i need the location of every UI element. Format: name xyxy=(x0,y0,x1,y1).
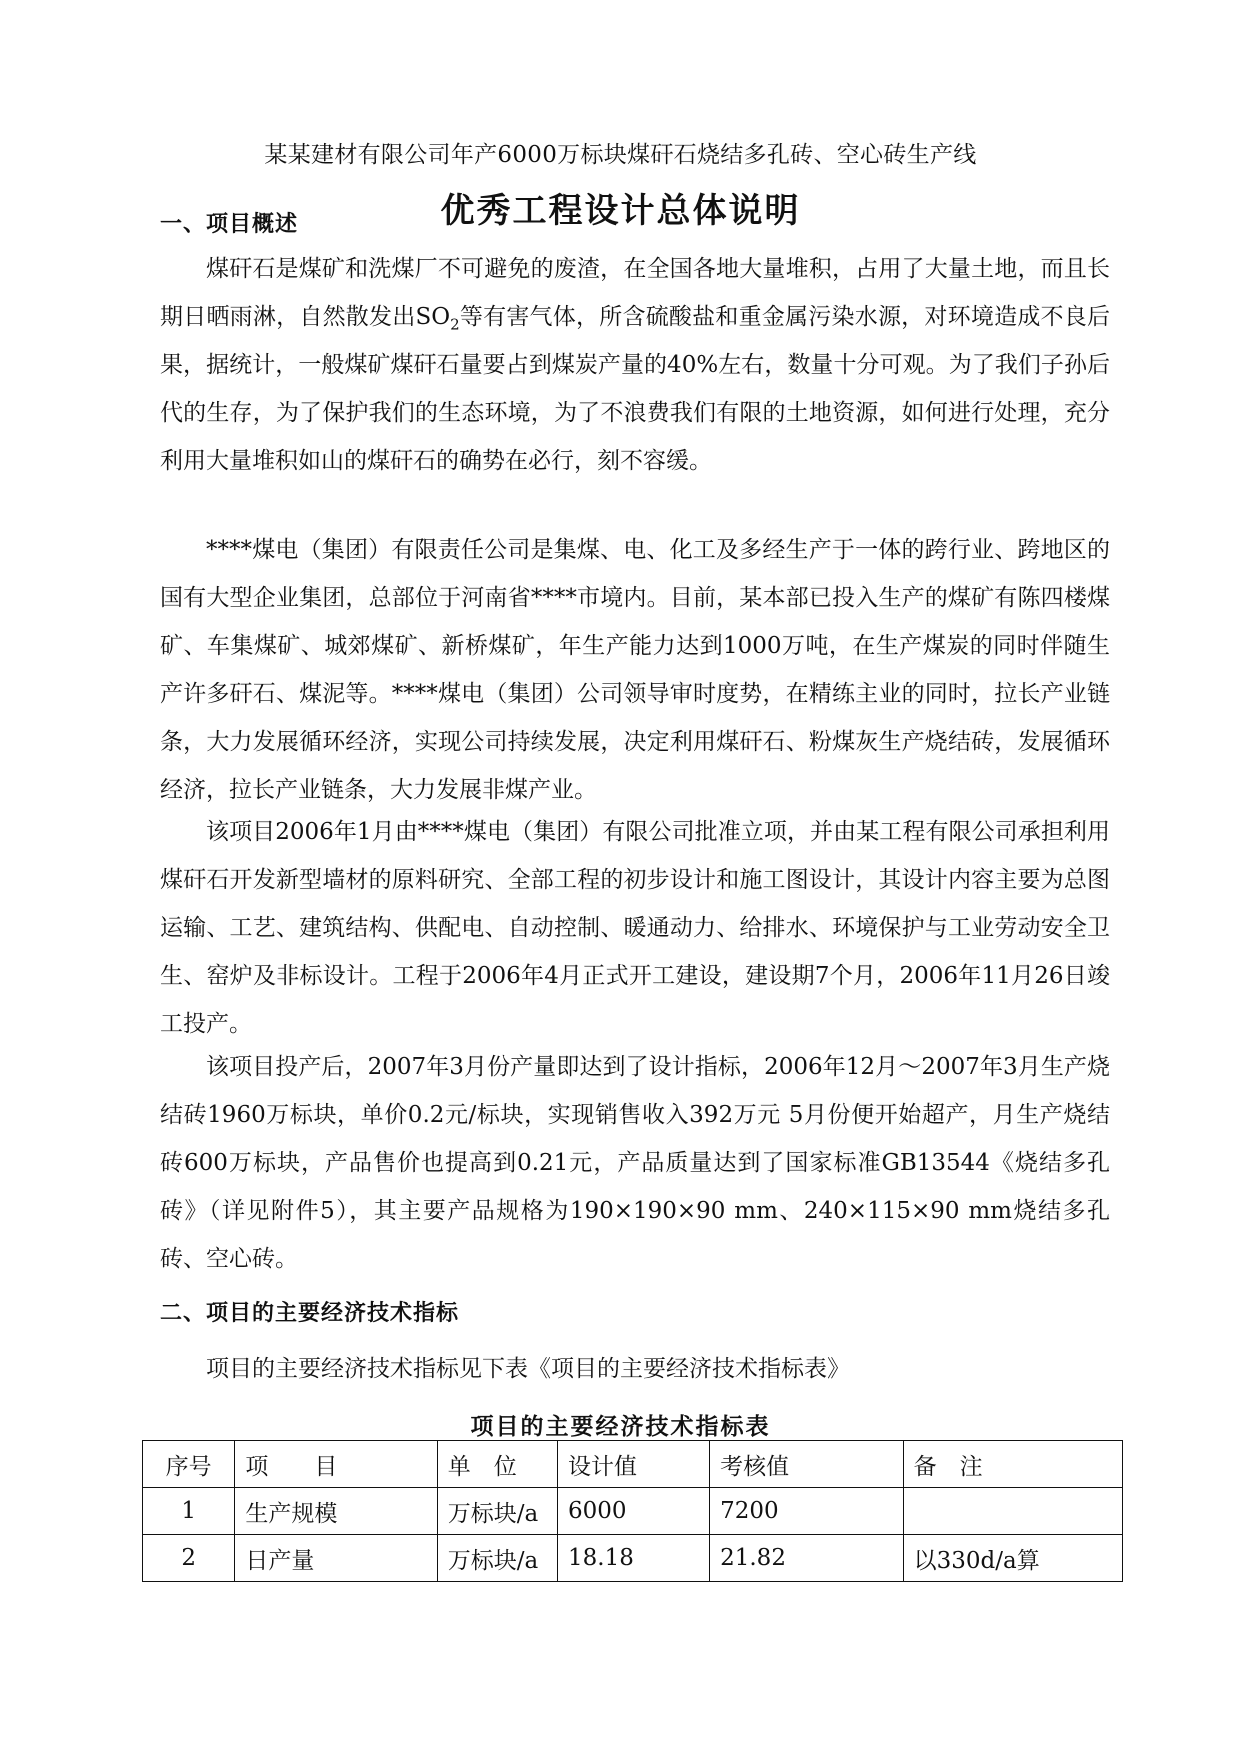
header-assessed-value: 考核值 xyxy=(710,1441,904,1488)
header-index: 序号 xyxy=(143,1441,235,1488)
header-design-value: 设计值 xyxy=(558,1441,710,1488)
cell-unit: 万标块/a xyxy=(437,1488,557,1535)
p1-subscript: 2 xyxy=(450,315,460,334)
section1-heading: 一、项目概述 xyxy=(160,212,299,237)
table-title: 项目的主要经济技术指标表 xyxy=(470,1414,771,1440)
section1-paragraph-3: 该项目2006年1月由****煤电（集团）有限公司批准立项，并由某工程有限公司承担利用煤矸石开发新型墙材的原料研究、全部工程的初步设计和施工图设计，其设计内容主要为总图运输、工艺、建筑结构、供配电、自动控制、暖通动力、给排水、环境保护与工业劳动安全卫生、窑炉及非标设计。工程于2006年4月正式开工建设，建设期7个月，2006年11月26日竣工投产。 xyxy=(160,819,1110,1037)
cell-assessed-value: 21.82 xyxy=(710,1535,904,1582)
cell-item: 日产量 xyxy=(235,1535,437,1582)
cell-item: 生产规模 xyxy=(235,1488,437,1535)
p1-text-b: 等有害气体，所含硫酸盐和重金属污染水源，对环境造成不良后果，据统计，一般煤矿煤矸石量要占到煤炭产量的40%左右，数量十分可观。为了我们子孙后代的生存，为了保护我们的生态环境，为了不浪费我们有限的土地资源，如何进行处理，充分利用大量堆积如山的煤矸石的确势在必行，刻不容缓。 xyxy=(160,304,1110,474)
cell-unit: 万标块/a xyxy=(437,1535,557,1582)
table-row xyxy=(143,1535,1123,1582)
table-row xyxy=(143,1488,1123,1535)
header-item: 项 目 xyxy=(235,1441,437,1488)
document-title: 优秀工程设计总体说明 xyxy=(440,191,801,231)
cell-remarks xyxy=(903,1488,1122,1535)
cell-index: 1 xyxy=(143,1488,235,1535)
section2-intro: 项目的主要经济技术指标见下表《项目的主要经济技术指标表》 xyxy=(206,1356,850,1382)
header-unit: 单 位 xyxy=(437,1441,557,1488)
section2-heading: 二、项目的主要经济技术指标 xyxy=(160,1301,460,1326)
table-header-row xyxy=(143,1441,1123,1488)
cell-design-value: 18.18 xyxy=(558,1535,710,1582)
document-subtitle: 某某建材有限公司年产6000万标块煤矸石烧结多孔砖、空心砖生产线 xyxy=(264,142,977,168)
indicator-table xyxy=(142,1440,1123,1582)
p1-text-a: 煤矸石是煤矿和洗煤厂不可避免的废渣，在全国各地大量堆积，占用了大量土地，而且长期日晒雨淋，自然散发出SO xyxy=(160,256,1110,330)
section1-paragraph-4: 该项目投产后，2007年3月份产量即达到了设计指标，2006年12月～2007年3月生产烧结砖1960万标块，单价0.2元/标块，实现销售收入392万元 5月份便开始超产，月生产烧结砖600万标块，产品售价也提高到0.21元，产品质量达到了国家标准GB13544《烧结多孔砖》（详见附件5），其主要产品规格为190×190×90 mm、240×115×90 mm烧结多孔砖、空心砖。 xyxy=(160,1054,1110,1272)
cell-remarks: 以330d/a算 xyxy=(903,1535,1122,1582)
section1-paragraph-2: ****煤电（集团）有限责任公司是集煤、电、化工及多经生产于一体的跨行业、跨地区的国有大型企业集团，总部位于河南省****市境内。目前，某本部已投入生产的煤矿有陈四楼煤矿、车集煤矿、城郊煤矿、新桥煤矿，年生产能力达到1000万吨，在生产煤炭的同时伴随生产许多矸石、煤泥等。****煤电（集团）公司领导审时度势，在精练主业的同时，拉长产业链条，大力发展循环经济，实现公司持续发展，决定利用煤矸石、粉煤灰生产烧结砖，发展循环经济，拉长产业链条，大力发展非煤产业。 xyxy=(160,537,1110,803)
cell-design-value: 6000 xyxy=(558,1488,710,1535)
header-remarks: 备 注 xyxy=(903,1441,1122,1488)
cell-index: 2 xyxy=(143,1535,235,1582)
cell-assessed-value: 7200 xyxy=(710,1488,904,1535)
section1-paragraph-1 xyxy=(160,245,1110,485)
